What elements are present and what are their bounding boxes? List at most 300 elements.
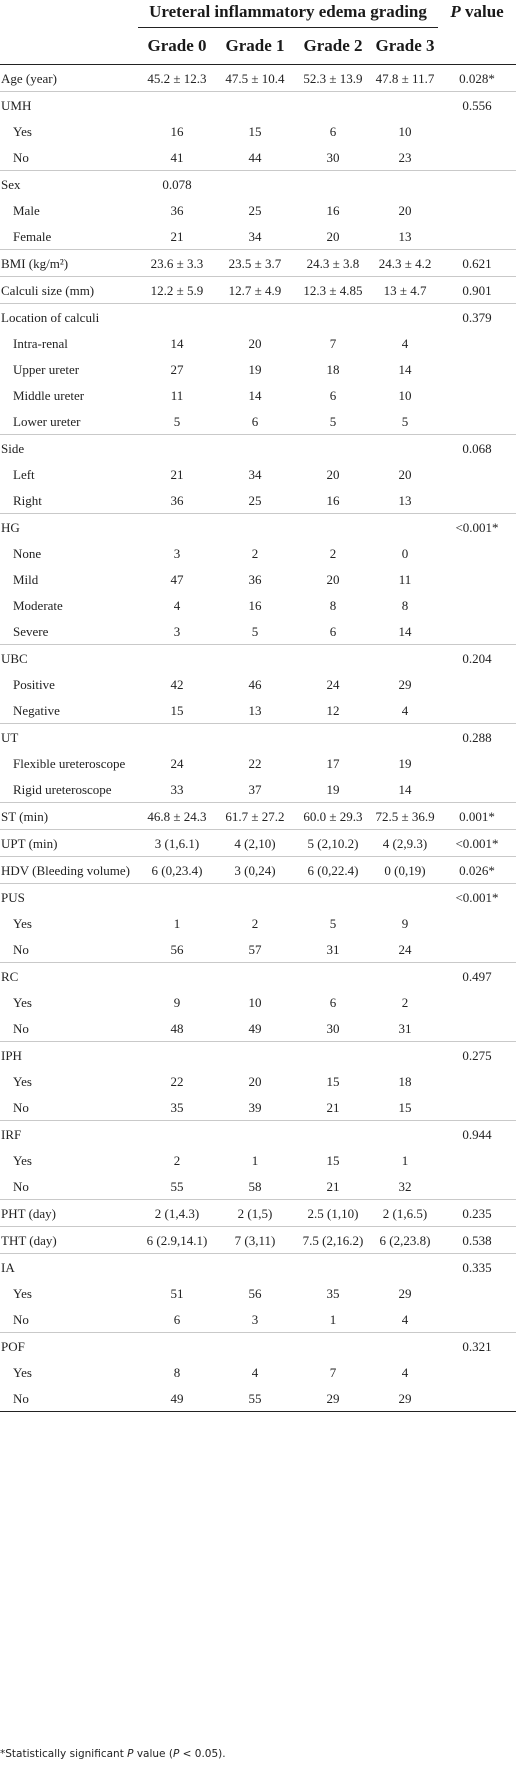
grade-value-cell: 5 [329,916,337,931]
grade-value-cell: 15 [326,1074,340,1089]
table-row [0,1015,516,1042]
grade-value-cell: 51 [170,1286,184,1301]
grade-value-cell [294,963,372,990]
p-value-cell: 0.288 [462,730,492,745]
row-label: Upper ureter [13,362,80,377]
header-blank [0,0,138,28]
grade-value-cell: 6 [329,388,337,403]
p-value-cell: 0.944 [462,1127,492,1142]
header-row-grades [0,28,516,65]
header-blank [438,28,516,65]
row-label: No [0,144,138,171]
table-row [0,382,516,408]
grade-value-cell: 34 [216,223,294,250]
table-row [0,1200,516,1227]
p-value-cell [438,461,516,487]
grade-value-cell: 4 [401,336,409,351]
row-label: Yes [13,995,32,1010]
grade-value-cell: 6 (0,23.4) [138,857,216,884]
grade-value-cell: 16 [170,124,184,139]
p-value-cell: 0.068 [462,441,492,456]
grade-value-cell: 17 [326,756,340,771]
footnote-italic: P [172,1748,180,1760]
grade-value-cell: 55 [216,1385,294,1412]
p-value-cell [438,566,516,592]
grade-value-cell [294,92,372,119]
grade-value-cell: 55 [138,1173,216,1200]
row-label: ST (min) [0,803,138,830]
grade-value-cell: 10 [398,388,412,403]
grade-value-cell [372,963,438,990]
grade-value-cell: 36 [138,487,216,514]
row-label: Right [0,487,138,514]
grade-value-cell: 42 [170,677,184,692]
p-value-cell: 0.204 [462,651,492,666]
grade-value-cell: 46 [248,677,262,692]
grade-value-cell: 47.8 ± 11.7 [372,65,438,92]
grade-value-cell: 12.2 ± 5.9 [138,277,216,304]
grade-value-cell: 30 [294,1015,372,1042]
row-label: No [0,1094,138,1121]
grade-value-cell [294,304,372,331]
grade-value-cell: 6 [216,408,294,435]
table-row [0,461,516,487]
grade-value-cell: 57 [216,936,294,963]
row-label: Female [0,223,138,250]
grade-value-cell: 12.3 ± 4.85 [294,277,372,304]
grade-header: Grade 2 [294,28,372,65]
grade-value-cell: 29 [372,1385,438,1412]
grade-value-cell: 31 [294,936,372,963]
grade-value-cell: 9 [401,916,409,931]
grade-value-cell: 0.078 [162,177,192,192]
grade-value-cell: 18 [326,362,340,377]
table-row [0,514,516,541]
row-label: HDV (Bleeding volume) [0,857,138,884]
grade-value-cell: 56 [138,936,216,963]
table-row [0,645,516,672]
table-row [0,697,516,724]
footnote-suffix: value ( [133,1748,173,1760]
row-label: Yes [13,1074,32,1089]
row-label: Calculi size (mm) [0,277,138,304]
table-row [0,1173,516,1200]
p-value-cell [438,989,516,1015]
grade-value-cell: 35 [326,1286,340,1301]
grade-value-cell: 12.7 ± 4.9 [216,277,294,304]
row-label: None [13,546,42,561]
grade-value-cell: 72.5 ± 36.9 [372,803,438,830]
grade-value-cell: 11 [398,572,412,587]
table-row [0,830,516,857]
grade-value-cell: 6 [294,618,372,645]
footnote-tail: < 0.05). [179,1748,226,1760]
p-value-cell [438,540,516,566]
grade-value-cell: 6 (2.9,14.1) [138,1227,216,1254]
grade-value-cell: 14 [170,336,184,351]
p-value-cell [438,330,516,356]
grade-header: Grade 1 [216,28,294,65]
grade-value-cell: 23.5 ± 3.7 [216,250,294,277]
grade-value-cell: 25 [248,203,262,218]
row-label: Rigid ureteroscope [0,776,138,803]
grade-value-cell: 13 [216,697,294,724]
footnote-italic: P [127,1748,134,1760]
grade-value-cell: 2 [251,916,259,931]
grade-value-cell: 61.7 ± 27.2 [216,803,294,830]
grade-value-cell: 4 [401,1365,409,1380]
grade-value-cell [372,1042,438,1069]
row-label: Yes [13,916,32,931]
grade-header: Grade 0 [138,28,216,65]
footnote [0,1748,226,1760]
grade-value-cell [294,645,372,672]
grade-value-cell: 21 [294,1094,372,1121]
p-value-cell [438,1280,516,1306]
grade-value-cell: 20 [248,336,262,351]
row-label: RC [1,969,19,984]
p-value-header-italic: P [450,2,461,21]
table-row [0,65,516,92]
p-value-cell [438,697,516,724]
p-value-cell [438,382,516,408]
table-row [0,118,516,144]
p-value-cell: <0.001* [455,520,499,535]
grade-value-cell [216,514,294,541]
grade-value-cell: 58 [216,1173,294,1200]
grade-value-cell: 2.5 (1,10) [294,1200,372,1227]
grade-value-cell: 10 [398,124,412,139]
table-row [0,540,516,566]
p-value-cell [438,487,516,514]
table-row [0,857,516,884]
grade-value-cell: 4 (2,10) [216,830,294,857]
table-row [0,277,516,304]
grade-value-cell [294,171,372,198]
p-value-cell: <0.001* [455,890,499,905]
table-row [0,803,516,830]
p-value-cell: 0.275 [462,1048,492,1063]
table-row [0,1068,516,1094]
table-row [0,408,516,435]
table-row [0,1147,516,1173]
table-row [0,171,516,198]
table-row [0,566,516,592]
grade-value-cell: 24 [326,677,340,692]
table-row [0,884,516,911]
grade-value-cell: 36 [170,203,184,218]
grade-value-cell: 18 [398,1074,412,1089]
grade-value-cell: 3 (1,6.1) [138,830,216,857]
table-row [0,592,516,618]
grade-value-cell [372,1333,438,1360]
row-label: Middle ureter [13,388,85,403]
row-label: Sex [1,177,21,192]
row-label: Left [13,467,35,482]
grade-value-cell: 19 [248,362,262,377]
grade-value-cell: 14 [372,618,438,645]
table-row [0,1094,516,1121]
grade-value-cell: 4 [173,598,181,613]
row-label: PHT (day) [0,1200,138,1227]
p-value-cell: 0.321 [462,1339,492,1354]
table-body [0,65,516,1412]
grade-value-cell: 4 [251,1365,259,1380]
grade-value-cell: 7.5 (2,16.2) [294,1227,372,1254]
p-value-cell: 0.028* [438,65,516,92]
grade-value-cell: 15 [372,1094,438,1121]
grade-value-cell: 2 (1,4.3) [138,1200,216,1227]
grade-value-cell: 41 [138,144,216,171]
table-row [0,1254,516,1281]
grade-value-cell: 23.6 ± 3.3 [138,250,216,277]
p-value-cell [438,356,516,382]
table-row [0,671,516,697]
p-value-cell [438,671,516,697]
table-row [0,1359,516,1385]
grade-value-cell: 23 [372,144,438,171]
grade-value-cell [372,514,438,541]
row-label: Yes [13,124,32,139]
grade-value-cell: 13 ± 4.7 [372,277,438,304]
grade-value-cell: 3 [173,546,181,561]
table-row [0,487,516,514]
p-value-cell [438,118,516,144]
p-value-cell: 0.901 [438,277,516,304]
table-row [0,1385,516,1412]
grade-value-cell: 13 [372,223,438,250]
grade-value-cell: 3 [138,618,216,645]
p-value-cell [438,1173,516,1200]
grade-value-cell: 6 (0,22.4) [294,857,372,884]
p-value-cell [438,223,516,250]
table-row [0,197,516,223]
grade-value-cell: 15 [326,1153,340,1168]
grade-value-cell: 27 [170,362,184,377]
grade-value-cell: 20 [248,1074,262,1089]
grade-value-cell: 1 [294,1306,372,1333]
grade-value-cell: 39 [216,1094,294,1121]
grade-header: Grade 3 [372,28,438,65]
grade-value-cell: 3 [216,1306,294,1333]
grade-value-cell: 12 [294,697,372,724]
p-value-cell [438,592,516,618]
grade-value-cell [372,435,438,462]
row-label: Location of calculi [1,310,100,325]
grade-value-cell: 5 [216,618,294,645]
header-row-group [0,0,516,28]
p-value-cell: 0.026* [438,857,516,884]
grade-value-cell: 25 [216,487,294,514]
p-value-header [438,0,516,28]
p-value-cell: 0.335 [462,1260,492,1275]
grade-value-cell [138,724,216,751]
grade-value-cell: 4 (2,9.3) [372,830,438,857]
grade-value-cell: 8 [329,598,337,613]
p-value-cell [438,1306,516,1333]
p-value-cell: 0.621 [438,250,516,277]
table-row [0,989,516,1015]
row-label: Intra-renal [13,336,68,351]
grade-value-cell: 6 [138,1306,216,1333]
table-row [0,1227,516,1254]
grade-value-cell: 1 [173,916,181,931]
row-label: IA [1,1260,15,1275]
row-label: Flexible ureteroscope [13,756,126,771]
grade-value-cell [216,1333,294,1360]
grade-value-cell: 49 [216,1015,294,1042]
row-label: IPH [1,1048,22,1063]
grade-value-cell: 14 [372,776,438,803]
row-label: UBC [1,651,28,666]
grade-value-cell: 33 [138,776,216,803]
grade-value-cell [138,1042,216,1069]
grade-value-cell: 8 [401,598,409,613]
row-label: Positive [13,677,55,692]
p-value-cell [438,1015,516,1042]
row-label: No [0,1173,138,1200]
grade-value-cell [138,645,216,672]
grade-value-cell: 5 [294,408,372,435]
grade-value-cell [294,724,372,751]
grade-value-cell: 11 [170,388,184,403]
p-value-cell [438,1359,516,1385]
grade-value-cell: 29 [398,1286,412,1301]
table-row [0,92,516,119]
grade-value-cell [138,1333,216,1360]
grade-value-cell: 10 [248,995,262,1010]
header-blank [0,28,138,65]
row-label: Severe [0,618,138,645]
grade-value-cell: 8 [173,1365,181,1380]
table-row [0,618,516,645]
grade-value-cell: 37 [216,776,294,803]
row-label: Moderate [13,598,63,613]
p-value-cell: 0.001* [438,803,516,830]
grade-value-cell: 52.3 ± 13.9 [294,65,372,92]
grade-value-cell: 24.3 ± 3.8 [294,250,372,277]
grade-value-cell: 60.0 ± 29.3 [294,803,372,830]
table-row [0,750,516,776]
grade-value-cell [294,514,372,541]
table-row [0,910,516,936]
grade-value-cell [138,92,216,119]
grade-value-cell: 36 [248,572,262,587]
row-label: Yes [13,1153,32,1168]
table-row [0,776,516,803]
grade-value-cell: 16 [294,487,372,514]
grade-value-cell: 35 [138,1094,216,1121]
p-value-cell: 0.379 [462,310,492,325]
grade-value-cell: 15 [248,124,262,139]
p-value-cell [438,1147,516,1173]
grade-value-cell [216,92,294,119]
grade-value-cell: 20 [398,467,412,482]
grade-value-cell [372,884,438,911]
grade-value-cell [294,884,372,911]
grade-value-cell: 49 [138,1385,216,1412]
grade-value-cell: 0 [401,546,409,561]
grade-value-cell: 0 (0,19) [372,857,438,884]
grade-value-cell: 47.5 ± 10.4 [216,65,294,92]
grade-value-cell: 24 [372,936,438,963]
grade-value-cell: 20 [294,223,372,250]
grade-value-cell: 5 [372,408,438,435]
p-value-cell: 0.556 [462,98,492,113]
row-label: Side [1,441,25,456]
grade-value-cell [216,1042,294,1069]
grade-value-cell [216,171,294,198]
p-value-cell [438,1094,516,1121]
grade-value-cell: 6 (2,23.8) [372,1227,438,1254]
grade-value-cell: 32 [372,1173,438,1200]
row-label: No [0,1385,138,1412]
grade-value-cell: 20 [326,467,340,482]
p-value-cell [438,936,516,963]
row-label: Yes [13,1286,32,1301]
table-row [0,250,516,277]
grade-value-cell: 16 [248,598,262,613]
row-label: HG [1,520,20,535]
p-value-cell: 0.538 [438,1227,516,1254]
grade-value-cell [138,1254,216,1281]
grade-value-cell [138,963,216,990]
table-row [0,330,516,356]
grade-value-cell: 4 [372,697,438,724]
grade-value-cell: 31 [372,1015,438,1042]
grade-value-cell: 2 [401,995,409,1010]
grade-value-cell: 24.3 ± 4.2 [372,250,438,277]
row-label: Yes [13,1365,32,1380]
grade-value-cell: 19 [398,756,412,771]
table-row [0,1306,516,1333]
grade-value-cell: 20 [398,203,412,218]
row-label: PUS [1,890,25,905]
grade-value-cell [372,645,438,672]
grade-value-cell [294,1042,372,1069]
p-value-cell [438,197,516,223]
grade-value-cell: 2 (1,5) [216,1200,294,1227]
grade-value-cell: 21 [294,1173,372,1200]
grade-value-cell: 1 [251,1153,259,1168]
grade-value-cell: 30 [294,144,372,171]
row-label: UT [1,730,19,745]
table-row [0,1280,516,1306]
grade-value-cell: 47 [170,572,184,587]
p-value-cell [438,408,516,435]
grade-value-cell: 2 [251,546,259,561]
grade-value-cell [216,645,294,672]
grade-value-cell [138,1121,216,1148]
grade-value-cell [372,1254,438,1281]
grade-value-cell: 19 [294,776,372,803]
grade-value-cell [294,1121,372,1148]
grade-value-cell: 14 [248,388,262,403]
p-value-cell: <0.001* [438,830,516,857]
row-label: UMH [1,98,32,113]
row-label: No [0,1306,138,1333]
p-value-cell [438,910,516,936]
table-row [0,1121,516,1148]
grade-value-cell: 16 [326,203,340,218]
grade-value-cell: 48 [138,1015,216,1042]
grade-value-cell [216,724,294,751]
grade-value-cell: 9 [173,995,181,1010]
p-value-cell: 0.235 [438,1200,516,1227]
grade-value-cell [138,435,216,462]
grade-value-cell: 5 (2,10.2) [294,830,372,857]
grade-value-cell: 6 [329,124,337,139]
